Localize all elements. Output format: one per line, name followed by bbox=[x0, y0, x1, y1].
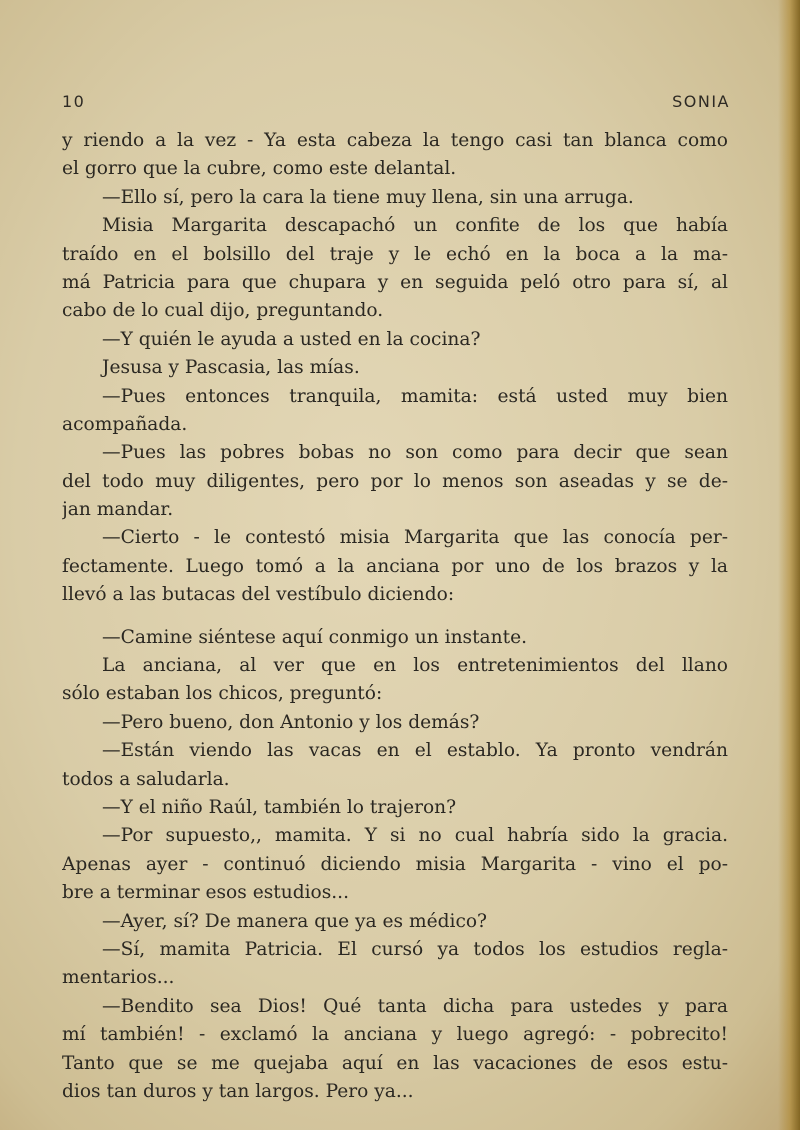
text-line: La anciana, al ver que en los entretenimientos del llano bbox=[102, 655, 728, 677]
text-line: Apenas ayer - continuó diciendo misia Margarita - vino el po- bbox=[62, 853, 728, 875]
text-line: —Y el niño Raúl, también lo trajeron? bbox=[102, 796, 457, 818]
text-line: y riendo a la vez - Ya esta cabeza la tengo casi tan blanca como bbox=[62, 130, 728, 151]
text-line: bre a terminar esos estudios... bbox=[62, 882, 350, 904]
text-block-1 bbox=[62, 127, 728, 610]
text-line: jan mandar. bbox=[62, 499, 174, 521]
text-line: —Bendito sea Dios! Qué tanta dicha para ustedes y para bbox=[102, 995, 728, 1017]
page-edge-shadow bbox=[778, 0, 800, 1130]
text-line: má Patricia para que chupara y en seguida peló otro para sí, al bbox=[62, 271, 728, 293]
text-line: —Pero bueno, don Antonio y los demás? bbox=[102, 711, 480, 733]
text-line: llevó a las butacas del vestíbulo diciendo: bbox=[62, 584, 455, 606]
text-line: —Pues entonces tranquila, mamita: está usted muy bien bbox=[102, 385, 728, 407]
text-block-2 bbox=[62, 624, 728, 1107]
text-line: acompañada. bbox=[62, 413, 188, 435]
page-header bbox=[62, 92, 730, 112]
text-line: fectamente. Luego tomó a la anciana por uno de los brazos y la bbox=[62, 555, 728, 577]
text-line: —Ayer, sí? De manera que ya es médico? bbox=[102, 910, 488, 932]
text-line: —Sí, mamita Patricia. El cursó ya todos los estudios regla- bbox=[102, 938, 728, 960]
text-line: el gorro que la cubre, como este delantal. bbox=[62, 158, 457, 180]
text-line: —Y quién le ayuda a usted en la cocina? bbox=[102, 328, 481, 350]
text-line: —Están viendo las vacas en el establo. Ya pronto vendrán bbox=[102, 740, 728, 762]
text-line: —Por supuesto,, mamita. Y si no cual habría sido la gracia. bbox=[102, 825, 728, 847]
text-line: del todo muy diligentes, pero por lo menos son aseadas y se de- bbox=[62, 470, 728, 492]
running-title: SONIA bbox=[672, 92, 730, 111]
body-text bbox=[62, 127, 728, 1106]
text-line: todos a saludarla. bbox=[62, 768, 230, 790]
text-line: —Cierto - le contestó misia Margarita que las conocía per- bbox=[102, 527, 728, 549]
text-line: Tanto que se me quejaba aquí en las vacaciones de esos estu- bbox=[62, 1052, 728, 1074]
text-line: —Pues las pobres bobas no son como para decir que sean bbox=[102, 442, 728, 464]
text-line: —Ello sí, pero la cara la tiene muy llena, sin una arruga. bbox=[102, 186, 634, 208]
text-line: dios tan duros y tan largos. Pero ya... bbox=[62, 1080, 414, 1102]
text-line: mí también! - exclamó la anciana y luego agregó: - pobrecito! bbox=[62, 1024, 728, 1046]
text-line: Misia Margarita descapachó un confite de los que había bbox=[102, 215, 728, 237]
text-line: —Camine siéntese aquí conmigo un instante. bbox=[102, 626, 528, 648]
text-line: sólo estaban los chicos, preguntó: bbox=[62, 683, 383, 705]
text-line: mentarios... bbox=[62, 967, 175, 989]
paragraph-gap bbox=[62, 610, 728, 624]
text-line: traído en el bolsillo del traje y le echó en la boca a la ma- bbox=[62, 243, 728, 265]
text-line: Jesusa y Pascasia, las mías. bbox=[102, 357, 360, 379]
text-line: cabo de lo cual dijo, preguntando. bbox=[62, 300, 384, 322]
page-number: 10 bbox=[62, 92, 86, 111]
